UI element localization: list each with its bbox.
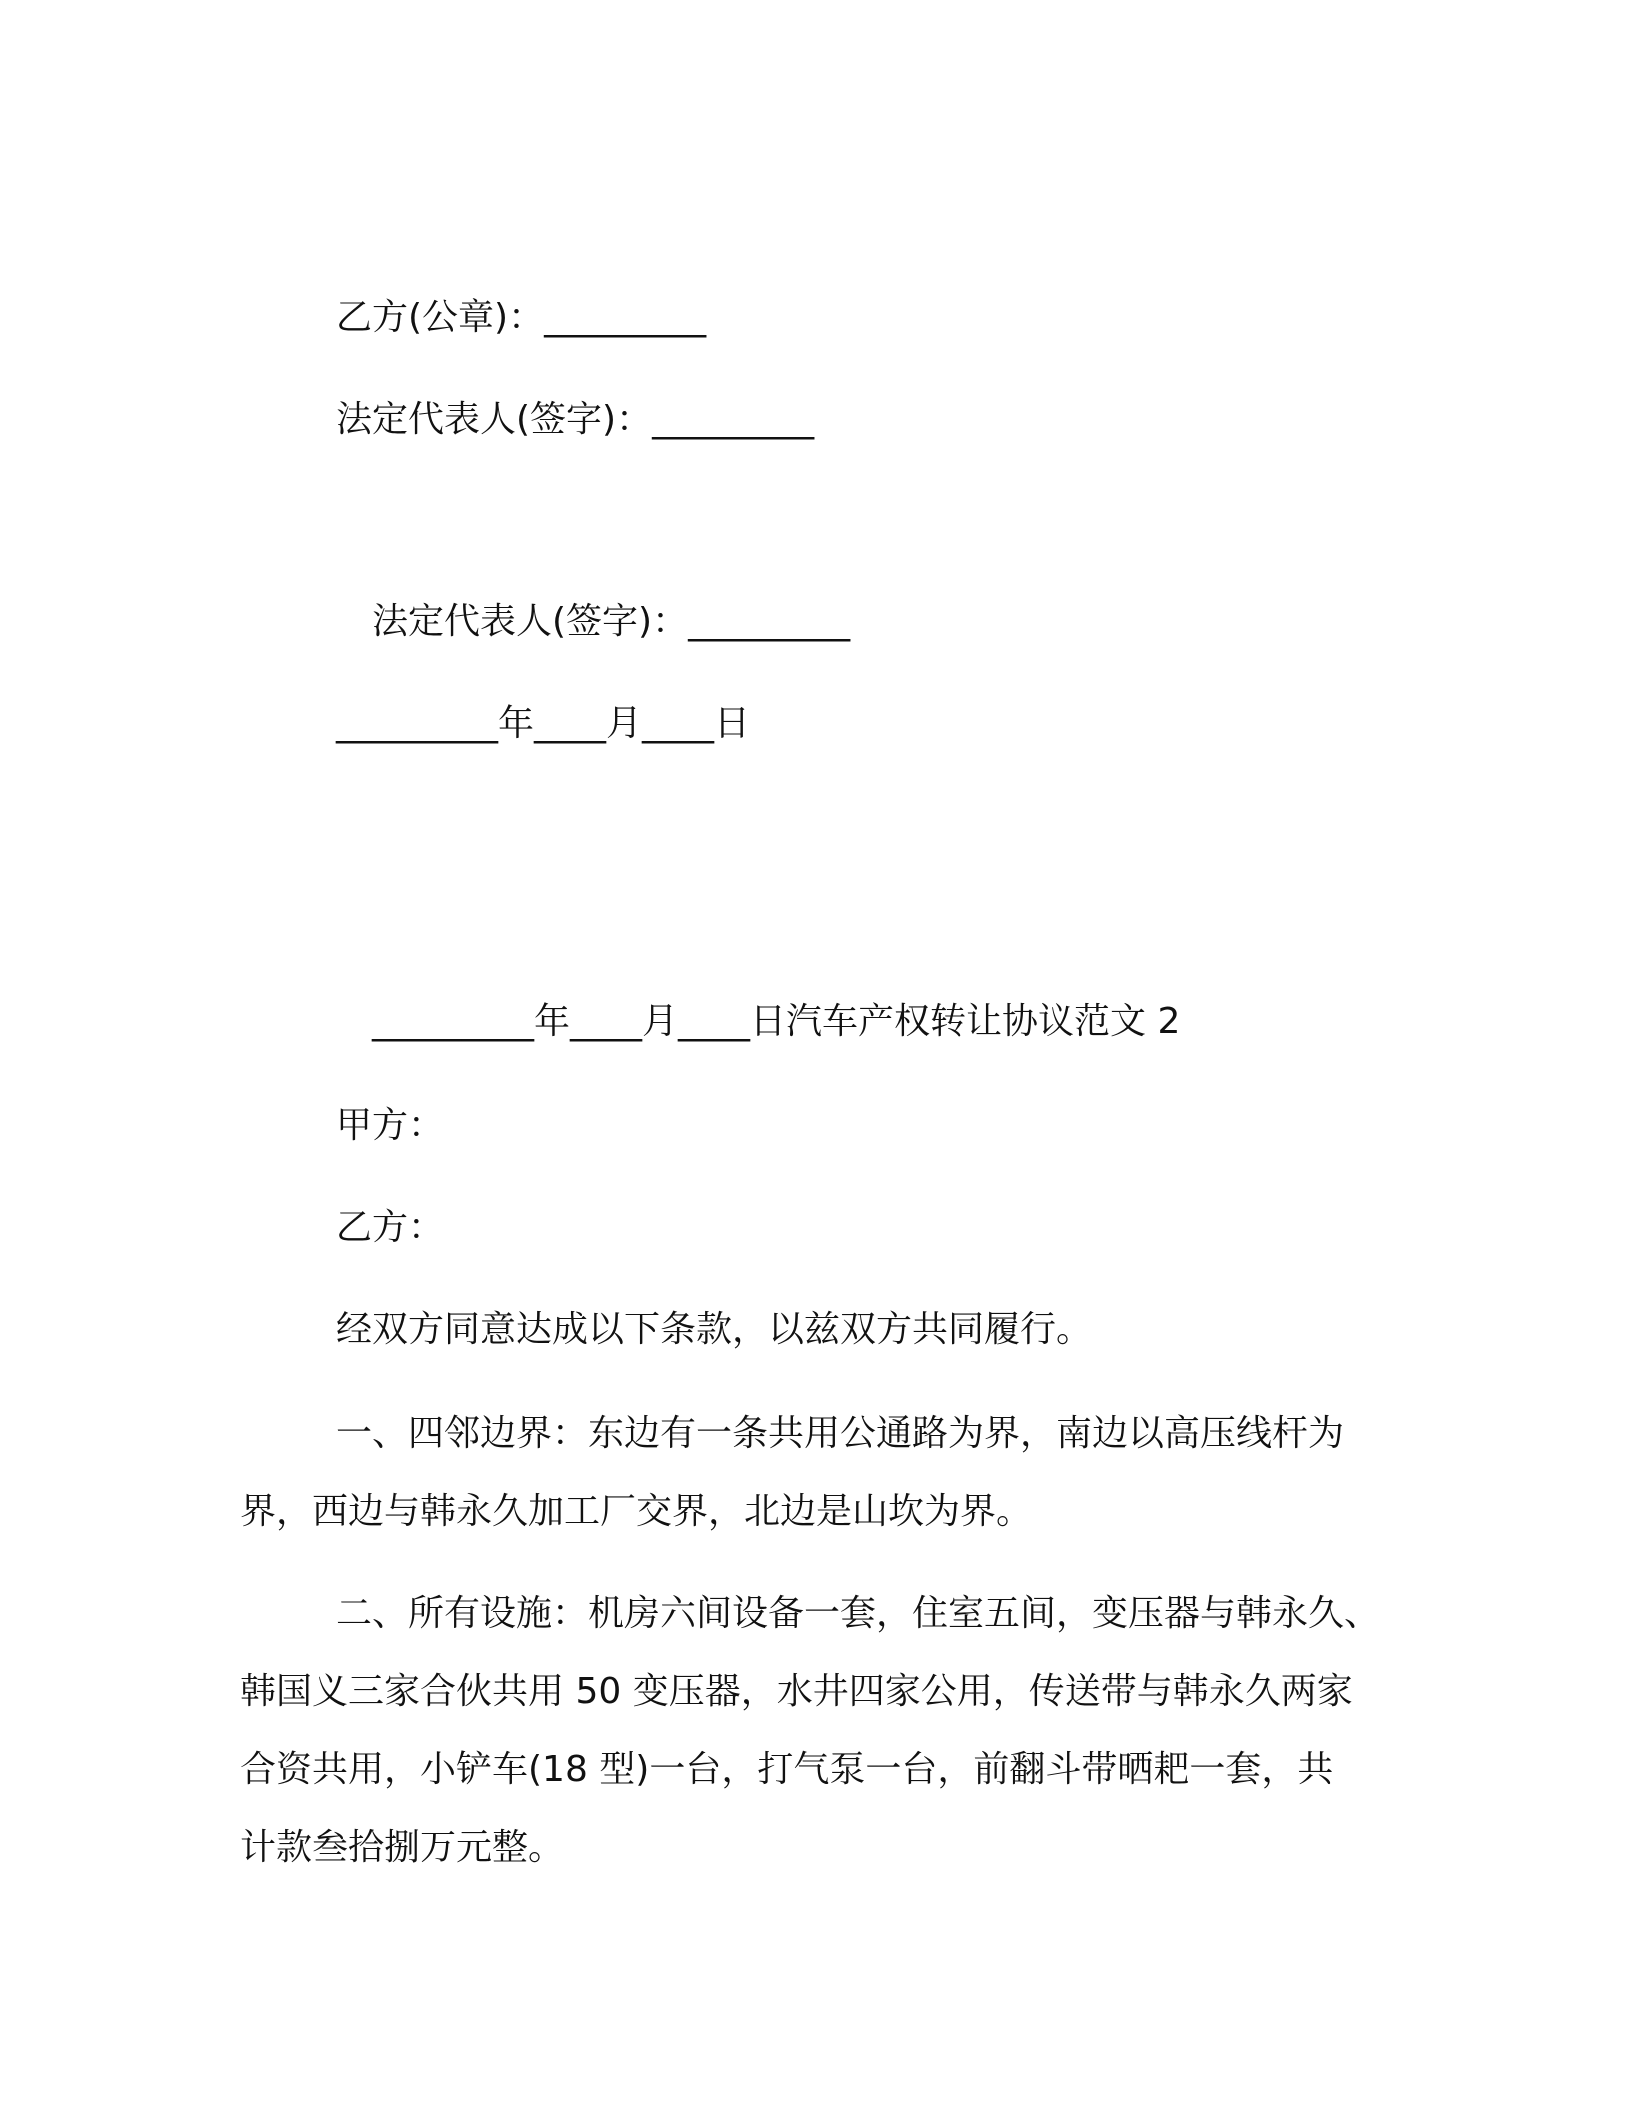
clause2-line2: 韩国义三家合伙共用 50 变压器，水井四家公用，传送带与韩永久两家 — [240, 1671, 1353, 1712]
party-b-line: 乙方： — [336, 1207, 445, 1248]
party-a-line: 甲方： — [336, 1105, 445, 1146]
clause1-line1: 一、四邻边界：东边有一条共用公通路为界，南边以高压线杆为 — [336, 1413, 1345, 1454]
date-line: _________年____月____日 — [336, 703, 750, 744]
clause2-line3: 合资共用，小铲车(18 型)一台，打气泵一台，前翻斗带晒耙一套，共 — [240, 1749, 1334, 1790]
legal-rep-signature-line-1: 法定代表人(签字)：_________ — [336, 399, 815, 440]
clause2-line1: 二、所有设施：机房六间设备一套，住室五间，变压器与韩永久、 — [336, 1593, 1381, 1634]
document-title: _________年____月____日汽车产权转让协议范文 2 — [372, 1001, 1181, 1042]
clause2-line4: 计款叁拾捌万元整。 — [240, 1827, 565, 1868]
party-b-seal-line: 乙方(公章)：_________ — [336, 297, 707, 338]
clause1-line2: 界，西边与韩永久加工厂交界，北边是山坎为界。 — [240, 1491, 1033, 1532]
intro-paragraph: 经双方同意达成以下条款，以兹双方共同履行。 — [336, 1309, 1093, 1350]
legal-rep-signature-line-2: 法定代表人(签字)：_________ — [372, 601, 851, 642]
